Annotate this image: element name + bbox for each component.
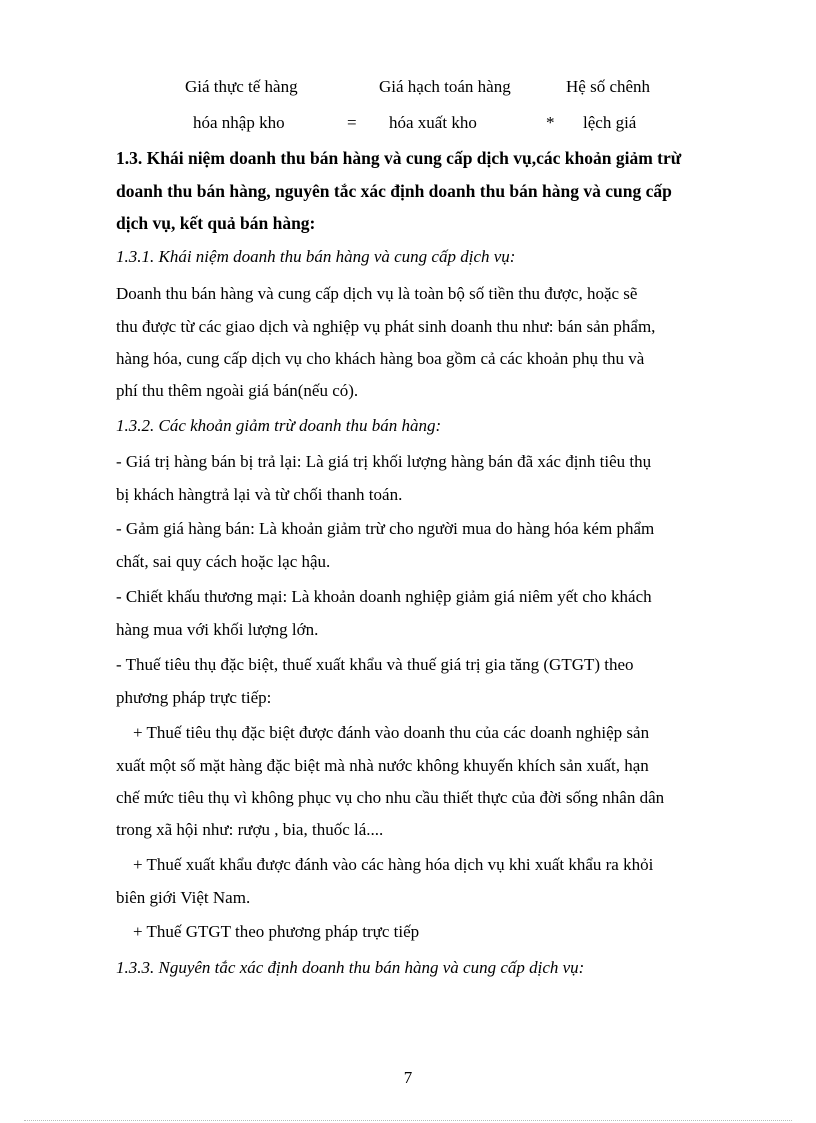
item-tra-lai-line-1: - Giá trị hàng bán bị trả lại: Là giá trị khối lượng hàng bán đã xác định tiêu thụ: [116, 452, 652, 471]
item-tra-lai-line-2: bị khách hàngtrả lại và từ chối thanh toán.: [116, 485, 403, 504]
formula-equals: =: [347, 113, 357, 132]
subheading-1-3-3: 1.3.3. Nguyên tắc xác định doanh thu bán hàng và cung cấp dịch vụ:: [116, 958, 585, 977]
item-giam-gia-line-2: chất, sai quy cách hoặc lạc hậu.: [116, 552, 331, 571]
para-doanh-thu-line-4: phí thu thêm ngoài giá bán(nếu có).: [116, 381, 359, 400]
item-thue-line-1: - Thuế tiêu thụ đặc biệt, thuế xuất khẩu và thuế giá trị gia tăng (GTGT) theo: [116, 655, 634, 674]
plus-ttdb-line-1: + Thuế tiêu thụ đặc biệt được đánh vào doanh thu của các doanh nghiệp sản: [116, 723, 650, 742]
page-number: 7: [403, 1068, 413, 1087]
page-bottom-rule: [24, 1120, 792, 1121]
plus-gtgt-line: + Thuế GTGT theo phương pháp trực tiếp: [116, 922, 420, 941]
item-giam-gia-line-1: - Gảm giá hàng bán: Là khoản giảm trừ cho người mua do hàng hóa kém phẩm: [116, 519, 655, 538]
para-doanh-thu-line-2: thu được từ các giao dịch và nghiệp vụ phát sinh doanh thu như: bán sản phẩm,: [116, 317, 656, 336]
formula-multiply: *: [546, 113, 555, 132]
heading-1-3-line-1: 1.3. Khái niệm doanh thu bán hàng và cung cấp dịch vụ,các khoản giảm trừ: [116, 148, 682, 168]
heading-1-3-line-2: doanh thu bán hàng, nguyên tắc xác định doanh thu bán hàng và cung cấp: [116, 181, 672, 201]
formula-r1-c3: Hệ số chênh: [566, 77, 651, 96]
para-doanh-thu-line-3: hàng hóa, cung cấp dịch vụ cho khách hàng boa gồm cả các khoản phụ thu và: [116, 349, 645, 368]
formula-r2-c3: lệch giá: [583, 113, 637, 132]
plus-xk-line-1: + Thuế xuất khẩu được đánh vào các hàng hóa dịch vụ khi xuất khẩu ra khỏi: [116, 855, 654, 874]
subheading-1-3-1: 1.3.1. Khái niệm doanh thu bán hàng và cung cấp dịch vụ:: [116, 247, 516, 266]
item-chiet-khau-line-1: - Chiết khấu thương mại: Là khoản doanh nghiệp giảm giá niêm yết cho khách: [116, 587, 652, 606]
plus-ttdb-line-3: chế mức tiêu thụ vì không phục vụ cho nhu cầu thiết thực của đời sống nhân dân: [116, 788, 665, 807]
plus-ttdb-line-4: trong xã hội như: rượu , bia, thuốc lá....: [116, 820, 384, 839]
item-thue-line-2: phương pháp trực tiếp:: [116, 688, 272, 707]
plus-ttdb-line-2: xuất một số mặt hàng đặc biệt mà nhà nước không khuyến khích sản xuất, hạn: [116, 756, 649, 775]
plus-xk-line-2: biên giới Việt Nam.: [116, 888, 251, 907]
heading-1-3-line-3: dịch vụ, kết quả bán hàng:: [116, 213, 316, 233]
formula-r1-c2: Giá hạch toán hàng: [379, 77, 511, 96]
formula-r1-c1: Giá thực tế hàng: [185, 77, 298, 96]
formula-r2-c1: hóa nhập kho: [193, 113, 285, 132]
para-doanh-thu-line-1: Doanh thu bán hàng và cung cấp dịch vụ là toàn bộ số tiền thu được, hoặc sẽ: [116, 284, 638, 303]
item-chiet-khau-line-2: hàng mua với khối lượng lớn.: [116, 620, 319, 639]
subheading-1-3-2: 1.3.2. Các khoản giảm trừ doanh thu bán hàng:: [116, 416, 442, 435]
formula-r2-c2: hóa xuất kho: [389, 113, 477, 132]
